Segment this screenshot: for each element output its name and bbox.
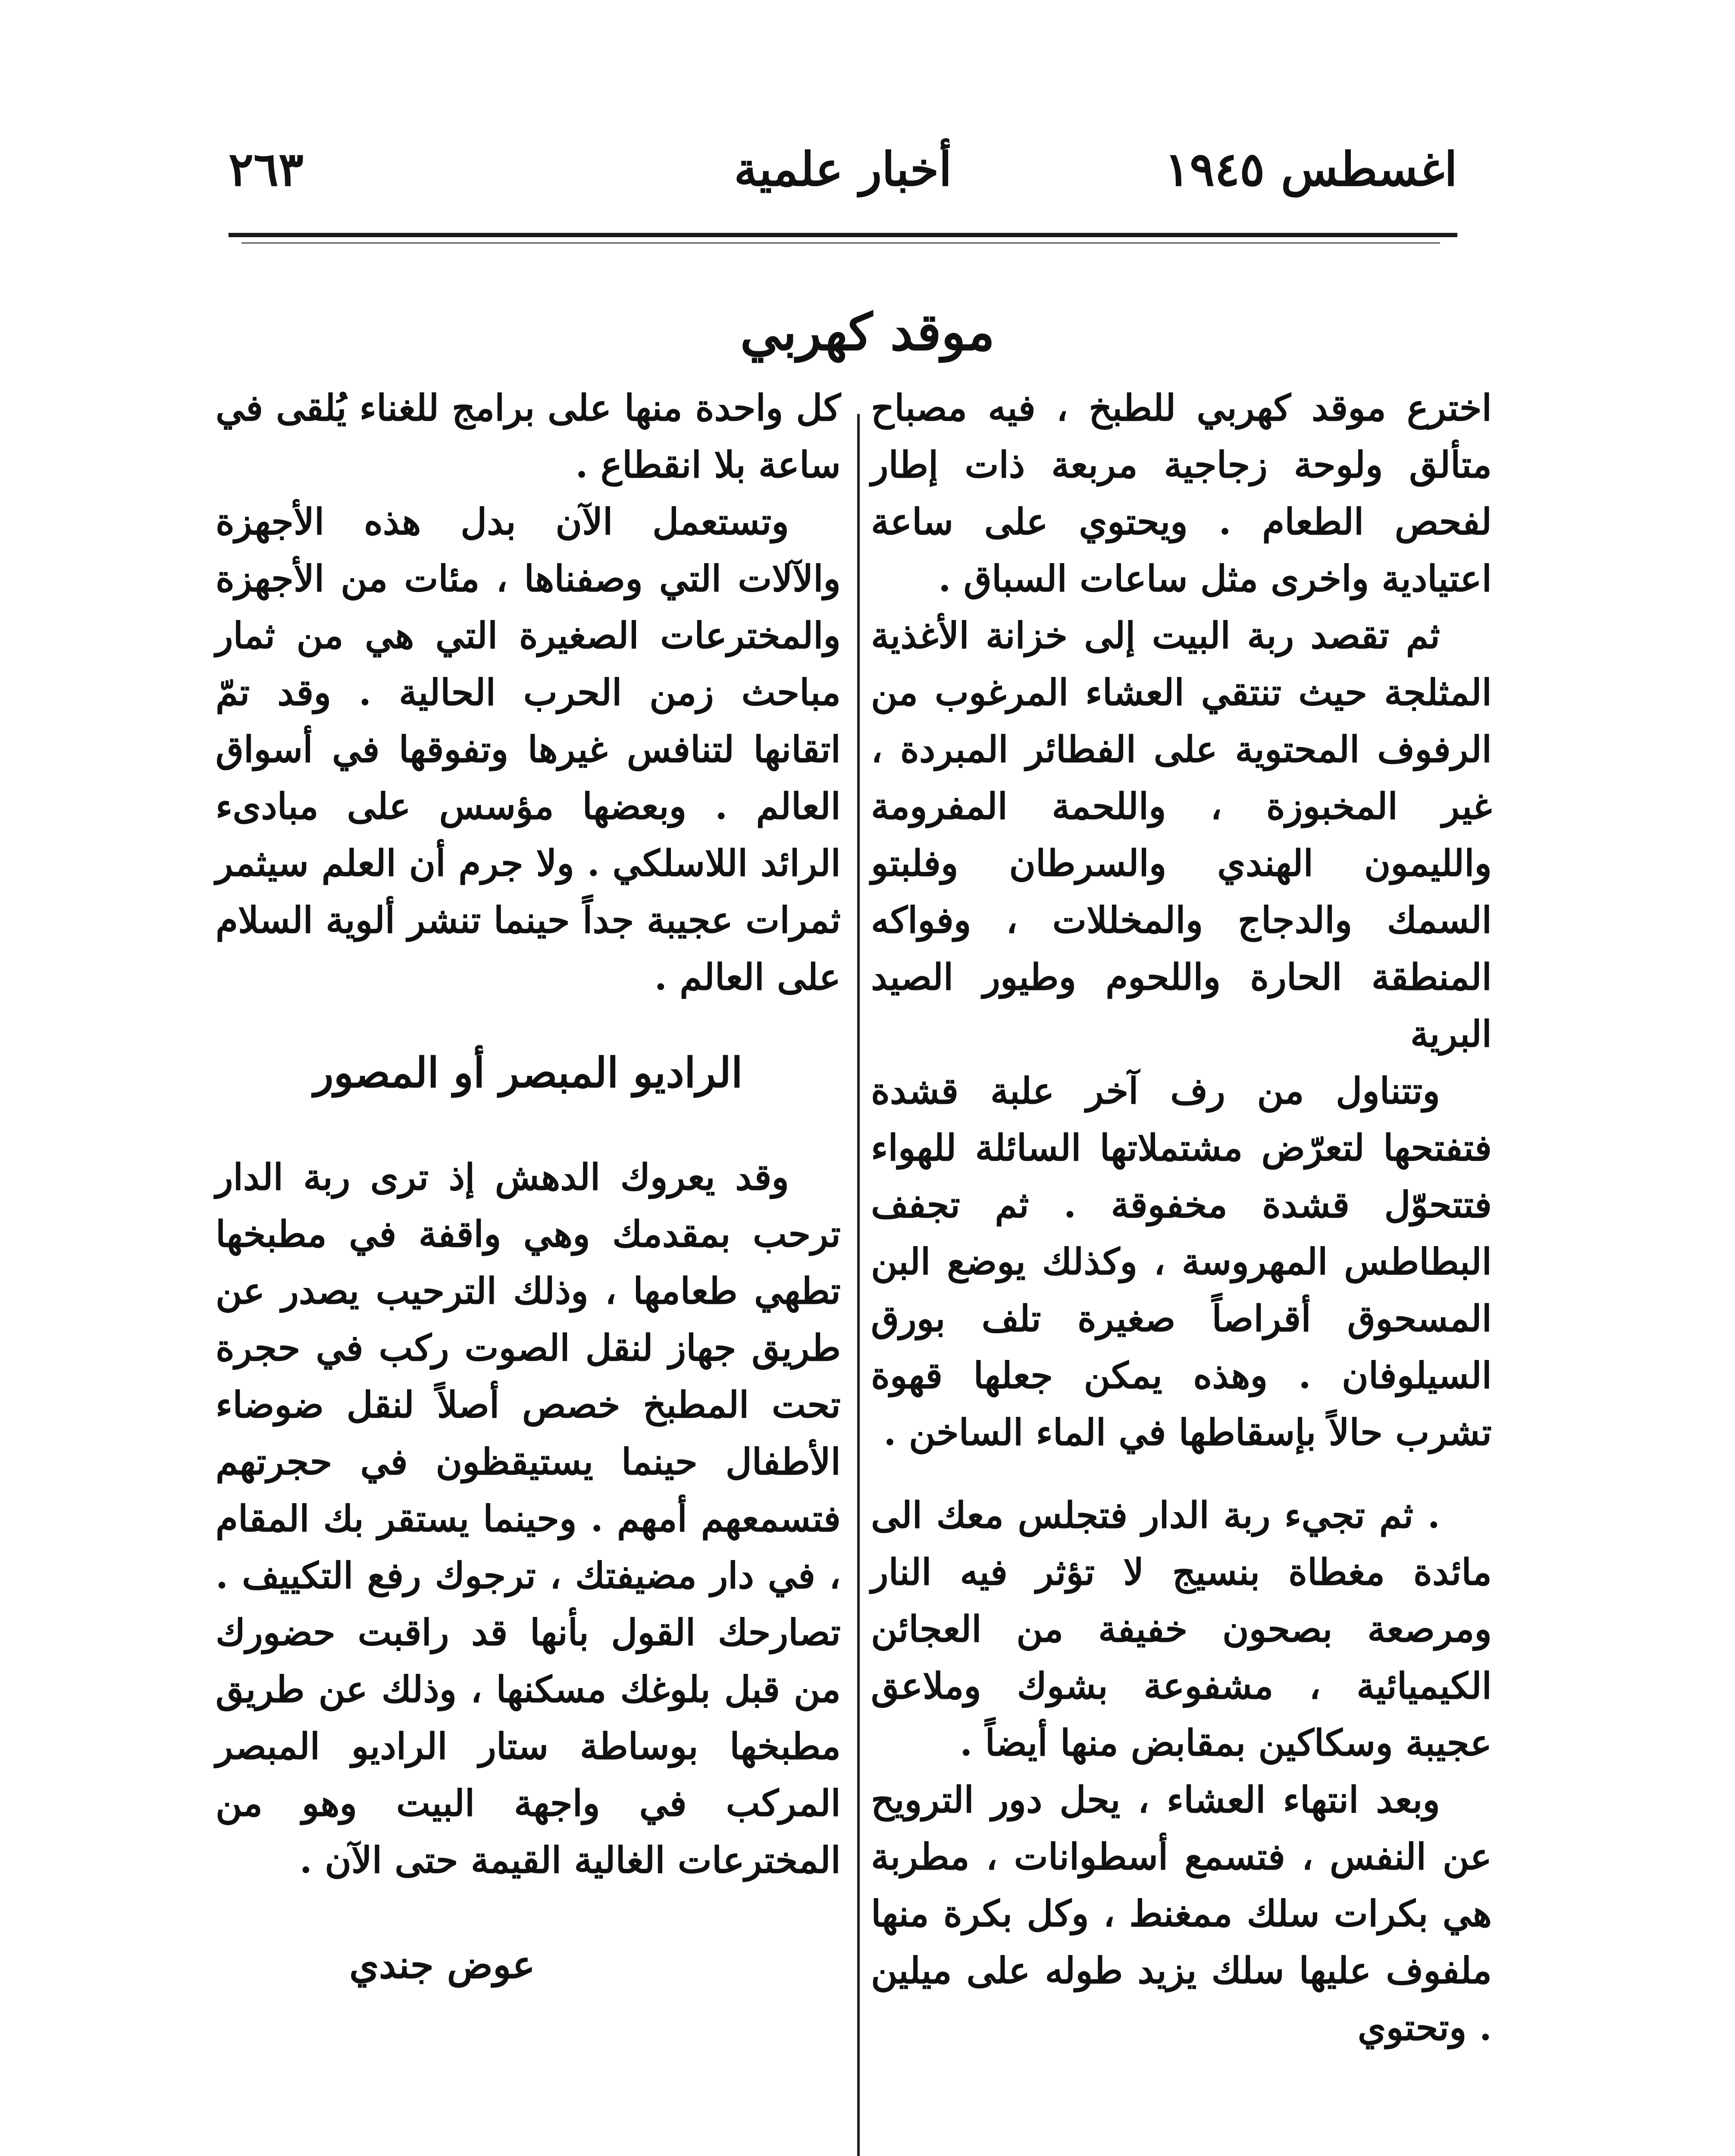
section-subheading: الراديو المبصر أو المصور [313,1048,743,1097]
header-date: اغسطس ١٩٤٥ [1165,142,1457,197]
paragraph: . ثم تجيء ربة الدار فتجلس معك الى مائدة مغطاة بنسيج لا تؤثر فيه النار ومرصعة بصحون خفيفة من العجائن الكيميائية ، مشفوعة بشوك وملاعق عجيبة وسكاكين بمقابض منها أيضاً . [871,1494,1492,1764]
header-rule [229,233,1457,237]
article-title: موقد كهربي [740,302,995,362]
left-column [216,379,841,1993]
paragraph: وقد يعروك الدهش إذ ترى ربة الدار ترحب بمقدمك وهي واقفة في مطبخها تطهي طعامها ، وذلك الترحيب يصدر عن طريق جهاز لنقل الصوت ركب في حجرة تحت المطبخ خصص أصلاً لنقل ضوضاء الأطفال حينما يستيقظون في حجرتهم فتسمعهم أمهم . وحينما يستقر بك المقام ، في دار مضيفتك ، ترجوك رفع التكييف . تصارحك القول بأنها قد راقبت حضورك من قبل بلوغك مسكنها ، وذلك عن طريق مطبخها بوساطة ستار الراديو المبصر المركب في واجهة البيت وهو من المخترعات الغالية القيمة حتى الآن . [216,1156,841,1881]
header-rule-thin [241,242,1440,244]
paragraph: اخترع موقد كهربي للطبخ ، فيه مصباح متألق ولوحة زجاجية مربعة ذات إطار لفحص الطعام . ويحتوي على ساعة اعتيادية واخرى مثل ساعات السباق . [871,386,1492,600]
paragraph: وبعد انتهاء العشاء ، يحل دور الترويح عن النفس ، فتسمع أسطوانات ، مطربة هي بكرات سلك ممغنط ، وكل بكرة منها ملفوف عليها سلك يزيد طوله على ميلين . وتحتوي [871,1778,1492,2049]
header-page-number: ٢٦٣ [229,142,304,197]
column-divider [857,414,860,2156]
author-signature: عوض جندي [349,1942,536,1987]
header-section: أخبار علمية [734,142,952,197]
page-header [229,142,1457,211]
paragraph: وتتناول من رف آخر علبة قشدة فتفتحها لتعرّض مشتملاتها السائلة للهواء فتتحوّل قشدة مخفوقة . ثم تجفف البطاطس المهروسة ، وكذلك يوضع البن المسحوق أقراصاً صغيرة تلف بورق السيلوفان . وهذه يمكن جعلها قهوة تشرب حالاً بإسقاطها في الماء الساخن . [871,1069,1492,1454]
paragraph: ثم تقصد ربة البيت إلى خزانة الأغذية المثلجة حيث تنتقي العشاء المرغوب من الرفوف المحتوية على الفطائر المبردة ، غير المخبوزة ، واللحمة المفرومة والليمون الهندي والسرطان وفلبتو السمك والدجاج والمخللات ، وفواكه المنطقة الحارة واللحوم وطيور الصيد البرية [871,614,1492,1055]
paragraph: كل واحدة منها على برامج للغناء يُلقى في ساعة بلا انقطاع . [216,386,841,486]
paragraph: وتستعمل الآن بدل هذه الأجهزة والآلات التي وصفناها ، مئات من الأجهزة والمخترعات الصغيرة التي هي من ثمار مباحث زمن الحرب الحالية . وقد تمّ اتقانها لتنافس غيرها وتفوقها في أسواق العالم . وبعضها مؤسس على مبادىء الرائد اللاسلكي . ولا جرم أن العلم سيثمر ثمرات عجيبة جداً حينما تنشر ألوية السلام على العالم . [216,500,841,998]
right-column [871,379,1492,2056]
